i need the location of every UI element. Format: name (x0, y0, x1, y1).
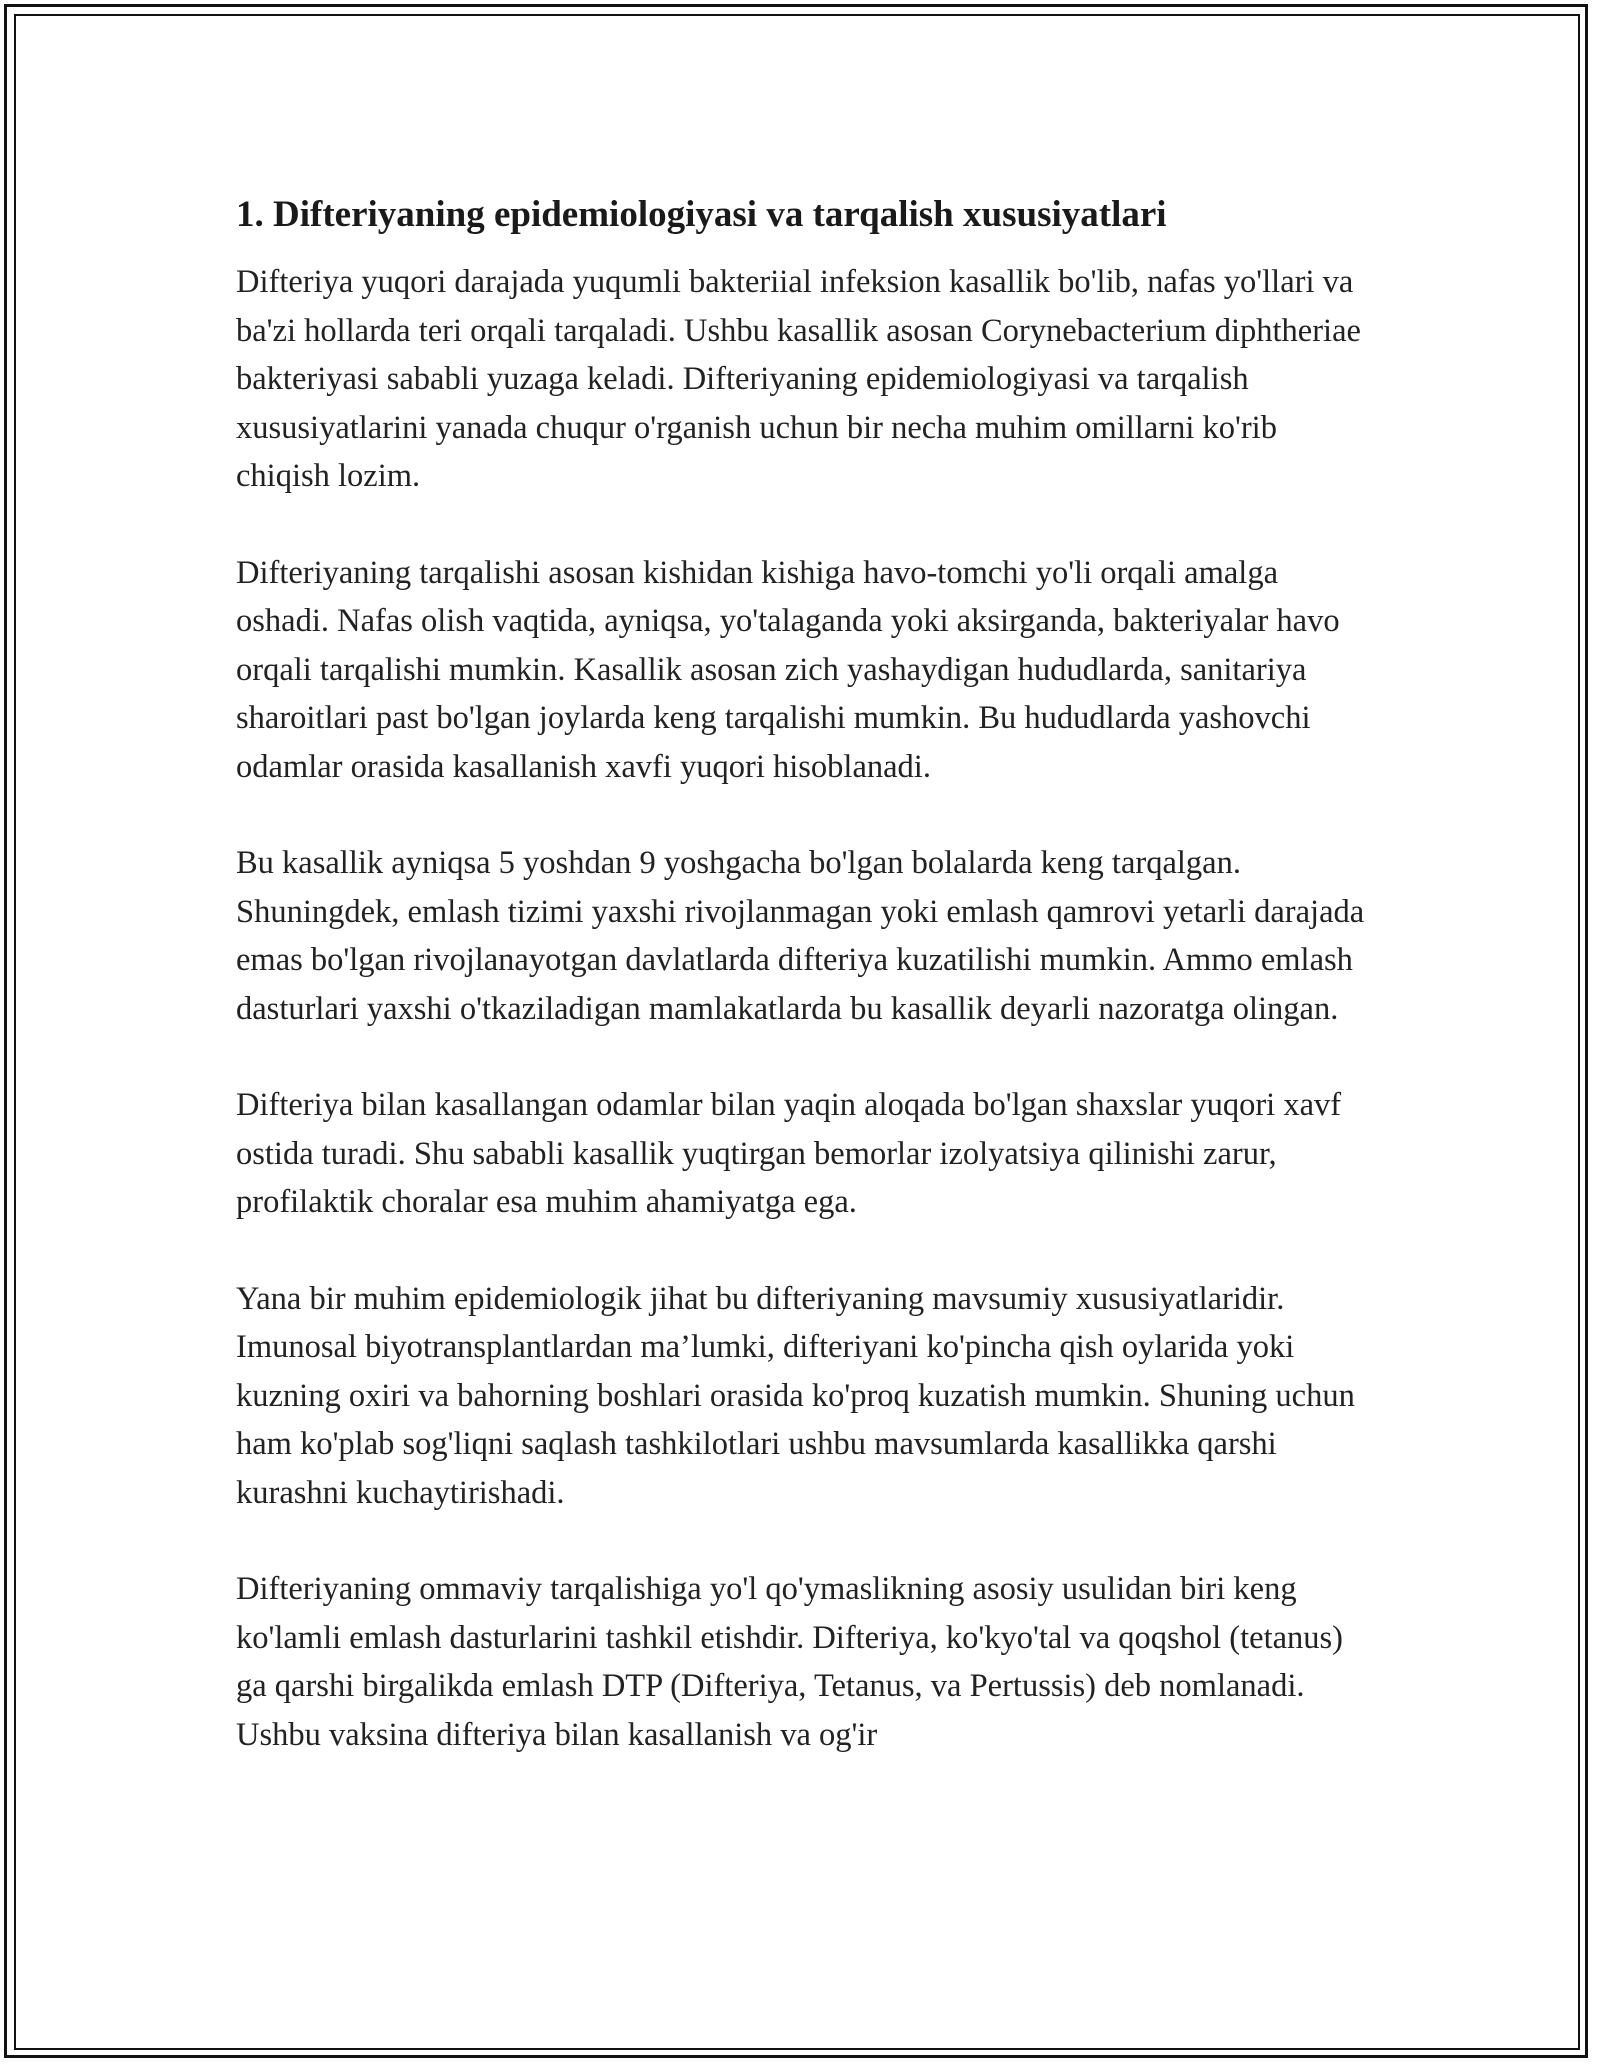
paragraph-1: Difteriya yuqori darajada yuqumli bakteriial infeksion kasallik bo'lib, nafas yo'llari va ba'zi hollarda teri orqali tarqaladi. Ushbu kasallik asosan Corynebacterium diphtheriae bakteriyasi sababli yuzaga keladi. Difteriyaning epidemiologiyasi va tarqalish xususiyatlarini yanada chuqur o'rganish uchun bir necha muhim omillarni ko'rib chiqish lozim. (236, 264, 1361, 494)
document-content (236, 188, 1366, 1807)
paragraph-5: Yana bir muhim epidemiologik jihat bu difteriyaning mavsumiy xususiyatlaridir. Imunosal biyotransplantlardan ma’lumki, difteriyani ko'pincha qish oylarida yoki kuzning oxiri va bahorning boshlari orasida ko'proq kuzatish mumkin. Shuning uchun ham ko'plab sog'liqni saqlash tashkilotlari ushbu mavsumlarda kasallikka qarshi kurashni kuchaytirishadi. (236, 1280, 1355, 1511)
section-heading: 1. Difteriyaning epidemiologiyasi va tarqalish xususiyatlari (236, 194, 1167, 235)
paragraph-2: Difteriyaning tarqalishi asosan kishidan kishiga havo-tomchi yo'li orqali amalga oshadi. Nafas olish vaqtida, ayniqsa, yo'talaganda yoki aksirganda, bakteriyalar havo orqali tarqalishi mumkin. Kasallik asosan zich yashaydigan hududlarda, sanitariya sharoitlari past bo'lgan joylarda keng tarqalishi mumkin. Bu hududlarda yashovchi odamlar orasida kasallanish xavfi yuqori hisoblanadi. (236, 554, 1340, 785)
paragraph-3: Bu kasallik ayniqsa 5 yoshdan 9 yoshgacha bo'lgan bolalarda keng tarqalgan. Shuningdek, emlash tizimi yaxshi rivojlanmagan yoki emlash qamrovi yetarli darajada emas bo'lgan rivojlanayotgan davlatlarda difteriya kuzatilishi mumkin. Ammo emlash dasturlari yaxshi o'tkaziladigan mamlakatlarda bu kasallik deyarli nazoratga olingan. (236, 845, 1365, 1027)
paragraph-6: Difteriyaning ommaviy tarqalishiga yo'l qo'ymaslikning asosiy usulidan biri keng ko'lamli emlash dasturlarini tashkil etishdir. Difteriya, ko'kyo'tal va qoqshol (tetanus) ga qarshi birgalikda emlash DTP (Difteriya, Tetanus, va Pertussis) deb nomlanadi. Ushbu vaksina difteriya bilan kasallanish va og'ir (236, 1571, 1343, 1753)
paragraph-4: Difteriya bilan kasallangan odamlar bilan yaqin aloqada bo'lgan shaxslar yuqori xavf ostida turadi. Shu sababli kasallik yuqtirgan bemorlar izolyatsiya qilinishi zarur, profilaktik choralar esa muhim ahamiyatga ega. (236, 1087, 1342, 1220)
